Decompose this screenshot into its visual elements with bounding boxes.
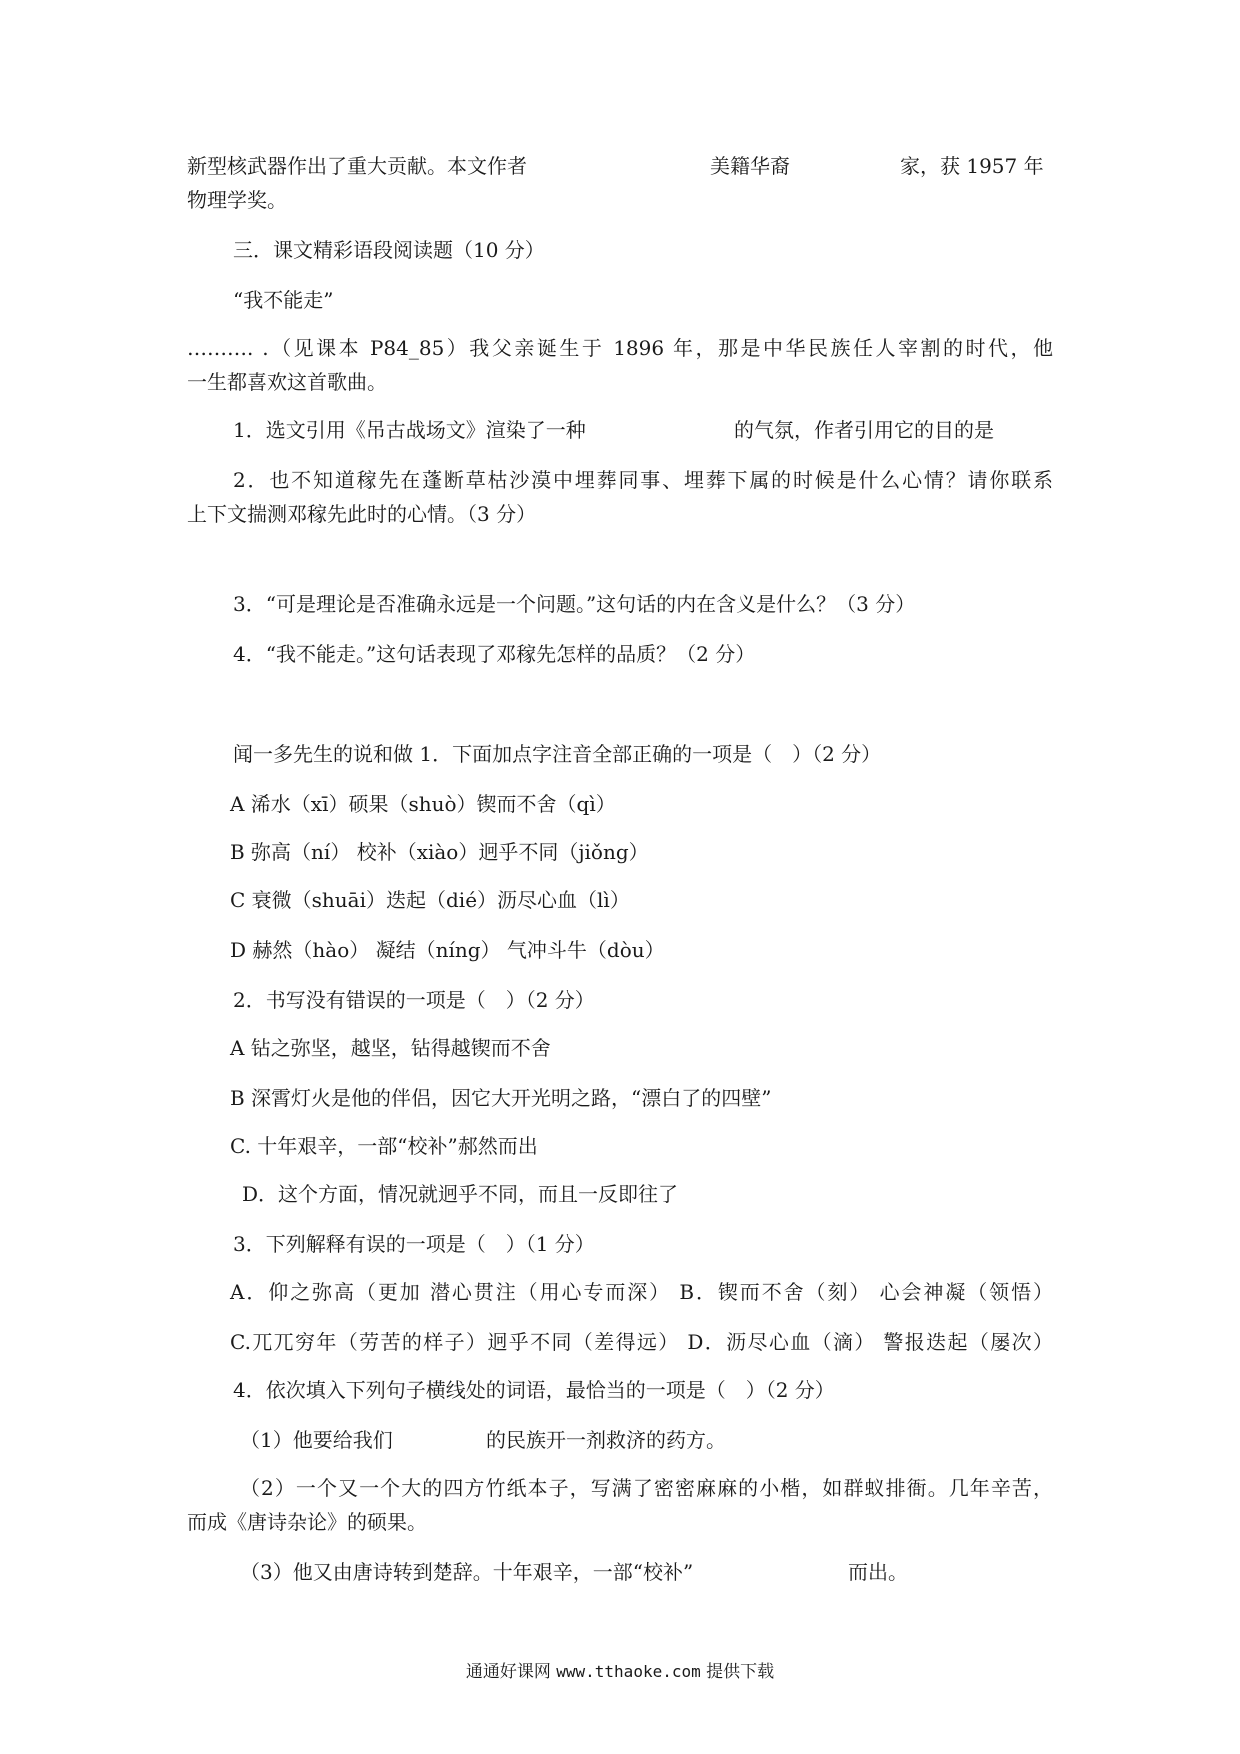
footer-suffix: 提供下载 (706, 1662, 775, 1682)
sentence-line: 而成《唐诗杂论》的硕果。 (187, 1510, 427, 1534)
sentence-line: （3）他又由唐诗转到楚辞。十年艰辛，一部“校补” (240, 1560, 694, 1584)
option-line: D．这个方面，情况就迥乎不同，而且一反即往了 (242, 1182, 679, 1206)
question-line: 1．选文引用《吊古战场文》渲染了一种 (233, 418, 586, 442)
option-line: C 衰微（shuāi）迭起（dié）沥尽心血（lì） (230, 888, 630, 912)
question-line: 的气氛，作者引用它的目的是 (734, 418, 994, 442)
option-line: A 钻之弥坚，越坚，钻得越锲而不舍 (230, 1036, 551, 1060)
question-line: 3．“可是理论是否准确永远是一个问题。”这句话的内在含义是什么？（3 分） (233, 592, 916, 616)
sentence-line: 而出。 (848, 1560, 908, 1584)
question-line: 3．下列解释有误的一项是（ ）（1 分） (233, 1232, 595, 1256)
text-line: ………. .（见课本 P84_85）我父亲诞生于 1896 年，那是中华民族任人宰割的时代，他 (187, 336, 1053, 360)
question-line: 4．“我不能走。”这句话表现了邓稼先怎样的品质？（2 分） (233, 642, 756, 666)
option-line: C.兀兀穷年（劳苦的样子）迥乎不同（差得远） D．沥尽心血（滴） 警报迭起（屡次） (230, 1330, 1053, 1354)
option-line: D 赫然（hào） 凝结（níng） 气冲斗牛（dòu） (230, 938, 665, 962)
option-line: C. 十年艰辛，一部“校补”郝然而出 (230, 1134, 538, 1158)
question-line: 上下文揣测邓稼先此时的心情。（3 分） (187, 502, 537, 526)
text-line: 新型核武器作出了重大贡献。本文作者 (187, 154, 527, 178)
option-line: B 深霄灯火是他的伴侣，因它大开光明之路，“漂白了的四壁” (230, 1086, 772, 1110)
passage-title: “我不能走” (233, 288, 334, 312)
question-line: 2．书写没有错误的一项是（ ）（2 分） (233, 988, 595, 1012)
footer-site: 通通好课网 (465, 1662, 551, 1682)
option-line: A 浠水（xī）硕果（shuò）锲而不舍（qì） (230, 792, 616, 816)
question-line: 2．也不知道稼先在蓬断草枯沙漠中埋葬同事、埋葬下属的时候是什么心情？请你联系 (233, 468, 1053, 492)
section-heading: 三．课文精彩语段阅读题（10 分） (233, 238, 545, 262)
option-line: B 弥高（ní） 校补（xiào）迥乎不同（jiǒng） (230, 840, 649, 864)
text-line: 物理学奖。 (187, 188, 287, 212)
footer-url: www.tthaoke.com (556, 1662, 701, 1681)
sentence-line: （1）他要给我们 (240, 1428, 393, 1452)
page-footer (0, 1660, 1240, 1684)
question-line: 闻一多先生的说和做 1．下面加点字注音全部正确的一项是（ ）（2 分） (233, 742, 882, 766)
sentence-line: （2）一个又一个大的四方竹纸本子，写满了密密麻麻的小楷，如群蚁排衙。几年辛苦， (240, 1476, 1053, 1500)
option-line: A．仰之弥高（更加 潜心贯注（用心专而深） B．锲而不舍（刻） 心会神凝（领悟） (230, 1280, 1053, 1304)
text-line: 美籍华裔 (710, 154, 790, 178)
text-line: 家，获 1957 年 (900, 154, 1044, 178)
text-line: 一生都喜欢这首歌曲。 (187, 370, 387, 394)
sentence-line: 的民族开一剂救济的药方。 (486, 1428, 726, 1452)
question-line: 4．依次填入下列句子横线处的词语，最恰当的一项是（ ）（2 分） (233, 1378, 835, 1402)
